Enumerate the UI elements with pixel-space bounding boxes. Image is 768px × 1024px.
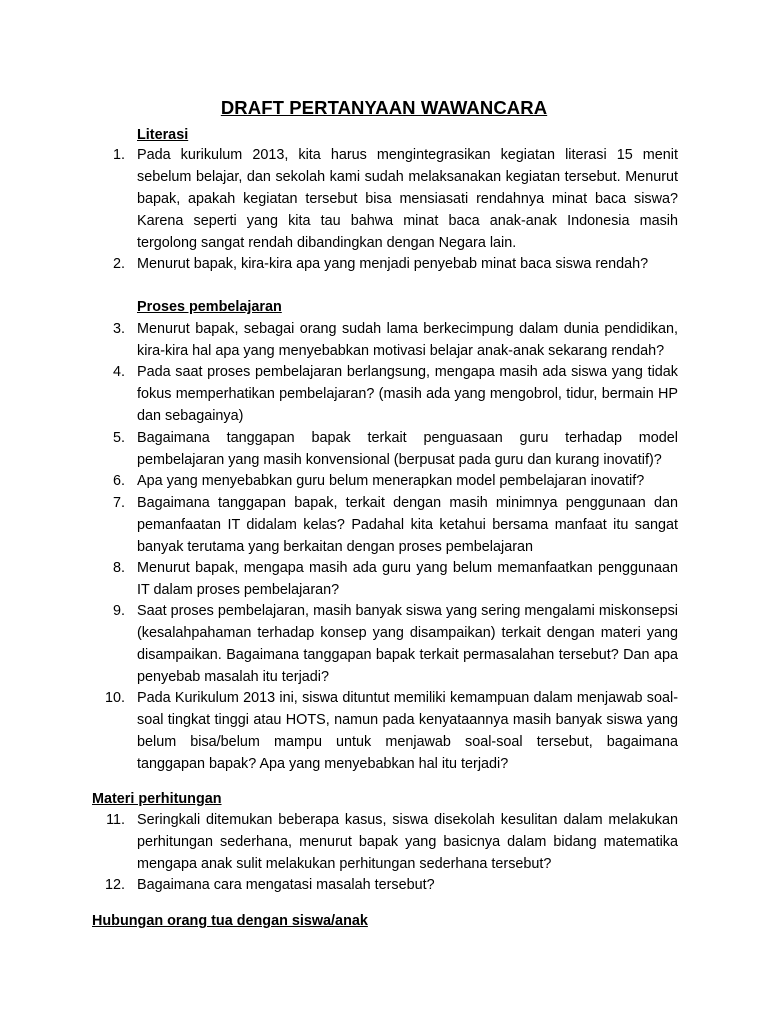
section-heading-hubungan-orang-tua: Hubungan orang tua dengan siswa/anak: [92, 913, 368, 929]
question-item-4: [92, 362, 678, 428]
question-number: 3.: [112, 321, 125, 337]
section-heading-proses-pembelajaran: Proses pembelajaran: [137, 299, 282, 315]
question-number: 5.: [112, 430, 125, 446]
question-text: Apa yang menyebabkan guru belum menerapkan model pembelajaran inovatif?: [137, 473, 645, 489]
question-item-6: [92, 471, 678, 493]
question-number: 7.: [112, 495, 125, 511]
question-number: 6.: [112, 473, 125, 489]
question-text: Bagaimana tanggapan bapak, terkait dengan masih minimnya penggunaan dan pemanfaatan IT didalam kelas? Padahal kita ketahui bersama manfaat itu sangat banyak terutama yang berkaitan dengan proses pembelajaran: [137, 495, 678, 555]
question-number: 10.: [104, 690, 125, 706]
section-heading-materi-perhitungan: Materi perhitungan: [92, 791, 222, 807]
question-item-7: [92, 493, 678, 559]
question-text: Pada saat proses pembelajaran berlangsung, mengapa masih ada siswa yang tidak fokus memperhatikan pembelajaran? (masih ada yang mengobrol, tidur, bermain HP dan sebagainya): [137, 364, 678, 424]
question-item-8: [92, 558, 678, 602]
question-number: 8.: [112, 560, 125, 576]
question-text: Seringkali ditemukan beberapa kasus, siswa disekolah kesulitan dalam melakukan perhitungan sederhana, menurut bapak yang basicnya dalam bidang matematika mengapa anak sulit melakukan perhitungan sederhana tersebut?: [137, 812, 678, 872]
question-number: 1.: [112, 147, 125, 163]
question-text: Menurut bapak, mengapa masih ada guru yang belum memanfaatkan penggunaan IT dalam proses pembelajaran?: [137, 560, 678, 598]
question-item-2: [92, 254, 678, 276]
question-text: Menurut bapak, kira-kira apa yang menjadi penyebab minat baca siswa rendah?: [137, 256, 649, 272]
question-text: Menurut bapak, sebagai orang sudah lama berkecimpung dalam dunia pendidikan, kira-kira hal apa yang menyebabkan motivasi belajar anak-anak sekarang rendah?: [137, 321, 678, 359]
question-text: Bagaimana cara mengatasi masalah tersebut?: [137, 877, 435, 893]
question-number: 2.: [112, 256, 125, 272]
question-number: 12.: [104, 877, 125, 893]
question-item-9: [92, 601, 678, 689]
question-item-10: [92, 688, 678, 776]
question-item-11: [92, 810, 678, 876]
section-heading-literasi: Literasi: [137, 127, 189, 143]
question-number: 4.: [112, 364, 125, 380]
question-item-1: [92, 145, 678, 255]
question-item-12: [92, 875, 678, 897]
question-text: Bagaimana tanggapan bapak terkait penguasaan guru terhadap model pembelajaran yang masih konvensional (berpusat pada guru dan kurang inovatif)?: [137, 430, 678, 468]
question-number: 9.: [112, 603, 125, 619]
question-item-5: [92, 428, 678, 472]
question-text: Saat proses pembelajaran, masih banyak siswa yang sering mengalami miskonsepsi (kesalahpahaman terhadap konsep yang disampaikan) terkait dengan materi yang disampaikan. Bagaimana tanggapan bapak terkait permasalahan tersebut? Dan apa penyebab masalah itu terjadi?: [137, 603, 678, 685]
question-number: 11.: [106, 812, 125, 828]
document-title: DRAFT PERTANYAAN WAWANCARA: [220, 97, 548, 118]
question-text: Pada kurikulum 2013, kita harus mengintegrasikan kegiatan literasi 15 menit sebelum belajar, dan sekolah kami sudah melaksanakan kegiatan tersebut. Menurut bapak, apakah kegiatan tersebut bisa mensiasati rendahnya minat baca siswa? Karena seperti yang kita tau bahwa minat baca anak-anak Indonesia masih tergolong sangat rendah dibandingkan dengan Negara lain.: [137, 147, 678, 251]
question-item-3: [92, 319, 678, 363]
question-text: Pada Kurikulum 2013 ini, siswa dituntut memiliki kemampuan dalam menjawab soal-soal tingkat tinggi atau HOTS, namun pada kenyataannya masih banyak siswa yang belum bisa/belum mampu untuk menjawab soal-soal tersebut, bagaimana tanggapan bapak? Apa yang menyebabkan hal itu terjadi?: [137, 690, 678, 772]
